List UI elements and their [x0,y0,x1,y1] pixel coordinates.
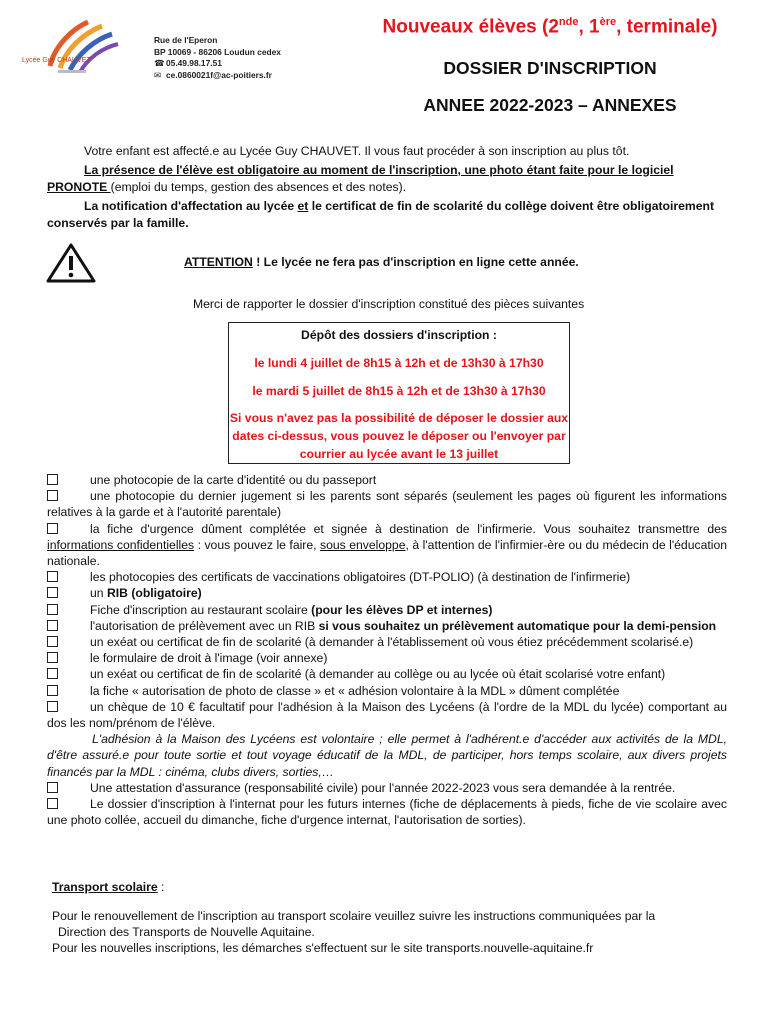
checkbox-icon[interactable] [47,798,58,809]
transport-heading: Transport scolaire : [52,880,165,894]
attention-notice: ATTENTION ! Le lycée ne fera pas d'inscription en ligne cette année. [184,255,579,269]
checkbox-icon[interactable] [47,604,58,615]
address-street: Rue de l'Eperon [154,35,218,45]
address-phone: 05.49.98.17.51 [166,58,222,68]
mail-icon: ✉ [154,69,162,80]
checklist-item: un chèque de 10 € facultatif pour l'adhésion à la Maison des Lycéens (à l'ordre de la MDL du lycée) comportant au dos les nom/prénom de l'élève. [47,699,727,731]
checkbox-icon[interactable] [47,587,58,598]
address-bp: BP 10069 - 86206 Loudun cedex [154,46,281,57]
depot-box [228,322,570,464]
address-email[interactable]: ce.0860021f@ac-poitiers.fr [166,69,272,80]
checklist-item: Une attestation d'assurance (responsabilité civile) pour l'année 2022-2023 vous sera demandée à la rentrée. [47,780,727,796]
depot-note-2: dates ci-dessus, vous pouvez le déposer ou l'envoyer par [232,429,566,443]
checklist-item: un exéat ou certificat de fin de scolarité (à demander au collège ou au lycée où était scolarisé votre enfant) [47,666,727,682]
checklist-item: l'autorisation de prélèvement avec un RIB si vous souhaitez un prélèvement automatique pour la demi-pension [47,618,727,634]
school-logo [20,18,130,82]
checkbox-icon[interactable] [47,685,58,696]
transport-new: Pour les nouvelles inscriptions, les démarches s'effectuent sur le site transports.nouvelle-aquitaine.fr [52,941,594,955]
checkbox-icon[interactable] [47,571,58,582]
transport-renewal-cont: Direction des Transports de Nouvelle Aquitaine. [58,925,315,939]
dossier-title: DOSSIER D'INSCRIPTION [443,58,657,78]
annee-title: ANNEE 2022-2023 – ANNEXES [423,95,677,115]
checklist-item: une photocopie du dernier jugement si les parents sont séparés (seulement les pages où figurent les informations relatives à la garde et à l'autorité parentale) [47,489,727,520]
checkbox-icon[interactable] [47,636,58,647]
checklist-item: la fiche d'urgence dûment complétée et signée à destination de l'infirmerie. Vous souhaitez transmettre des informations confidentielles : vous pouvez le faire, sous enveloppe, à l'attention de l'infirmier-ère ou du médecin de l'éducation nationale. [47,521,728,569]
checklist-item: les photocopies des certificats de vaccinations obligatoires (DT-POLIO) (à destination de l'infirmerie) [47,569,727,585]
checklist-item: un RIB (obligatoire) [47,585,727,601]
checklist-item: la fiche « autorisation de photo de classe » et « adhésion volontaire à la MDL » dûment complétée [47,683,727,699]
depot-date-2: le mardi 5 juillet de 8h15 à 12h et de 13h30 à 17h30 [252,384,546,398]
checkbox-icon[interactable] [47,474,58,485]
merci-text: Merci de rapporter le dossier d'inscription constitué des pièces suivantes [193,297,585,311]
depot-note-1: Si vous n'avez pas la possibilité de déposer le dossier aux [229,411,569,425]
warning-icon [45,242,97,284]
checklist-item: un exéat ou certificat de fin de scolarité (à demander à l'établissement où vous étiez précédemment scolarisé.e) [47,634,727,650]
depot-note-3: courrier au lycée avant le 13 juillet [299,447,499,461]
checklist-item: une photocopie de la carte d'identité ou du passeport [47,472,727,488]
checklist-item: Fiche d'inscription au restaurant scolaire (pour les élèves DP et internes) [47,602,727,618]
depot-date-1: le lundi 4 juillet de 8h15 à 12h et de 13h30 à 17h30 [254,356,544,370]
logo-text: Lycée Guy CHAUVET [22,57,91,64]
checklist-item: le formulaire de droit à l'image (voir annexe) [47,650,727,666]
checkbox-icon[interactable] [47,652,58,663]
school-address [154,35,281,81]
intro-paragraph: Votre enfant est affecté.e au Lycée Guy CHAUVET. Il vous faut procéder à son inscription au plus tôt. [84,144,630,158]
checkbox-icon[interactable] [47,782,58,793]
checkbox-icon[interactable] [47,523,58,534]
checkbox-icon[interactable] [47,701,58,712]
mdl-note: L'adhésion à la Maison des Lycéens est volontaire ; elle permet à l'adhérent.e d'accéder aux activités de la MDL, d'être assuré.e pour toute sortie et tout voyage éducatif de la MDL, de participer, hors temps scolaire, aux divers projets financés par la MDL : cinéma, clubs divers, sorties,… [47,732,727,779]
transport-renewal: Pour le renouvellement de l'inscription au transport scolaire veuillez suivre les instructions communiquées par la [52,909,656,923]
depot-title: Dépôt des dossiers d'inscription : [301,328,497,342]
document-checklist [47,472,727,828]
checkbox-icon[interactable] [47,620,58,631]
presence-paragraph: La présence de l'élève est obligatoire au moment de l'inscription, une photo étant faite pour le logiciel PRONOTE (emploi du temps, gestion des absences et des notes). [47,163,674,194]
checkbox-icon[interactable] [47,668,58,679]
phone-icon: ☎ [154,58,165,68]
notification-paragraph: La notification d'affectation au lycée et le certificat de fin de scolarité du collège doivent être obligatoirement conservés par la famille. [47,199,715,230]
checkbox-icon[interactable] [47,490,58,501]
checklist-item: Le dossier d'inscription à l'internat pour les futurs internes (fiche de déplacements à pieds, fiche de vie scolaire avec une photo collée, accueil du dimanche, fiche d'urgence internat, l'autorisation de sorties). [47,797,727,828]
document-title: Nouveaux élèves (2nde, 1ère, terminale) [382,16,718,38]
